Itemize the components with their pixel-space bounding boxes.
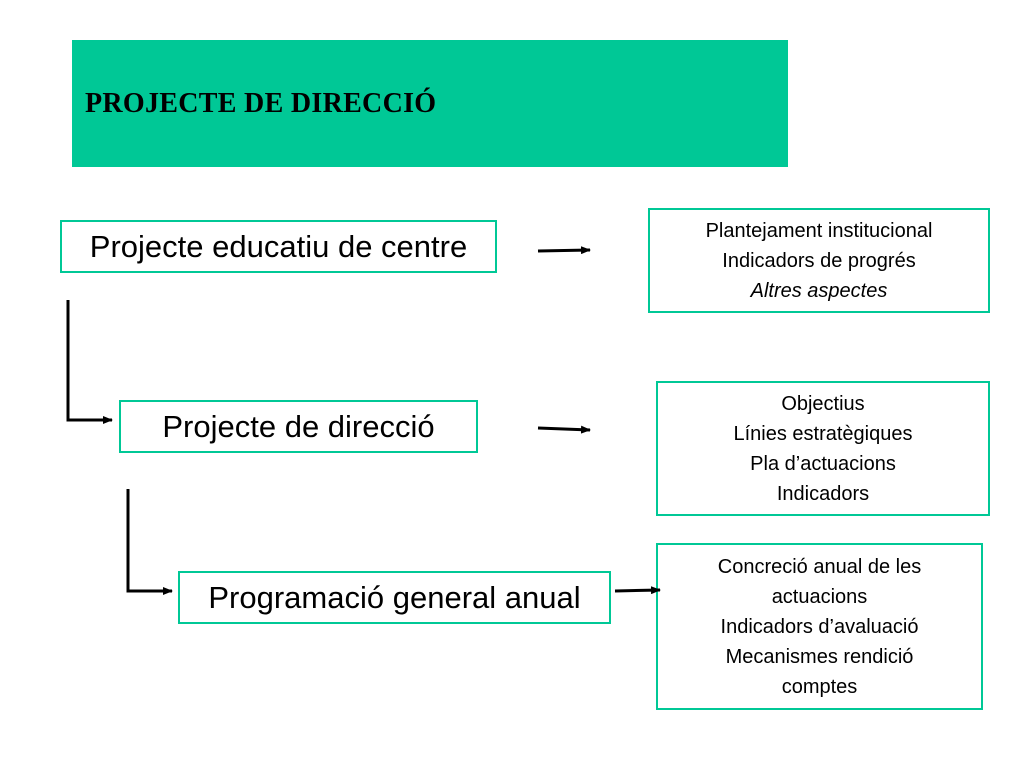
- details-line: comptes: [781, 675, 858, 698]
- page-title: PROJECTE DE DIRECCIÓ: [85, 88, 437, 119]
- projecte-direccio-box: Projecte de direcció: [119, 400, 478, 453]
- details-line: actuacions: [771, 585, 868, 608]
- details-line: Altres aspectes: [750, 279, 888, 302]
- arrow-pec-to-details: [538, 250, 590, 251]
- details-line: Plantejament institucional: [705, 219, 933, 242]
- elbow-pd-to-pga: [128, 489, 172, 591]
- arrow-pd-to-details: [538, 428, 590, 430]
- projecte-educatiu-box: Projecte educatiu de centre: [60, 220, 497, 273]
- elbow-pec-to-pd: [68, 300, 112, 420]
- programacio-general-box: Programació general anual: [178, 571, 611, 624]
- details-line: Indicadors: [776, 482, 870, 505]
- details-line: Indicadors d’avaluació: [720, 615, 919, 638]
- details-line: Objectius: [781, 392, 865, 415]
- details-line: Concreció anual de les: [717, 555, 922, 578]
- arrow-pga-to-details: [615, 590, 660, 591]
- details-line: Línies estratègiques: [733, 422, 913, 445]
- details-line: Mecanismes rendició: [725, 645, 914, 668]
- details-line: Indicadors de progrés: [722, 249, 916, 272]
- details-line: Pla d’actuacions: [750, 452, 896, 475]
